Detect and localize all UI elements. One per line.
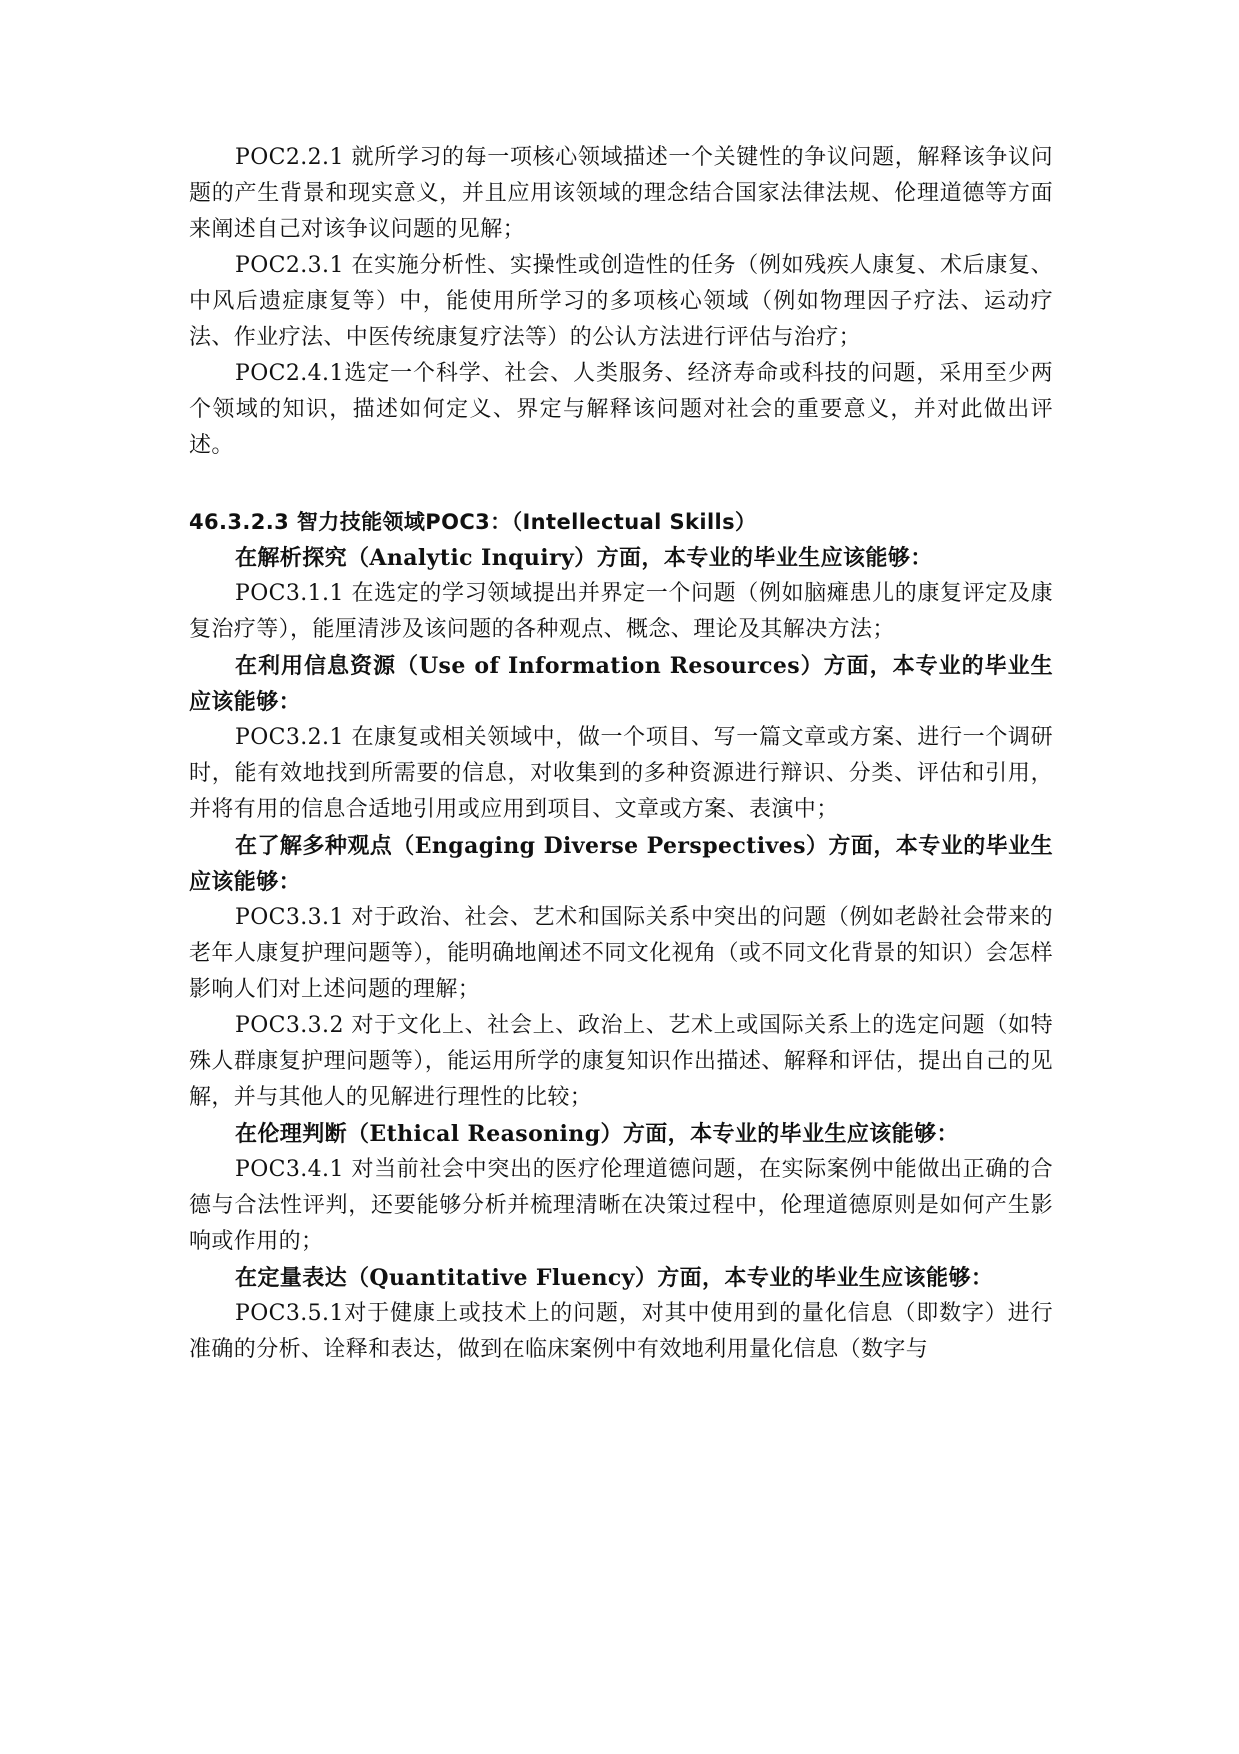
subheading-information-resources: 在利用信息资源（Use of Information Resources）方面，本专业的毕业生应该能够：: [189, 653, 1053, 715]
paragraph-poc3-2-1: POC3.2.1 在康复或相关领域中，做一个项目、写一篇文章或方案、进行一个调研时，能有效地找到所需要的信息，对收集到的多种资源进行辩识、分类、评估和引用，并将有用的信息合适地引用或应用到项目、文章或方案、表演中；: [189, 725, 1053, 822]
section-gap: [189, 464, 1053, 504]
document-page: [189, 140, 1053, 1368]
subheading-analytic-inquiry: 在解析探究（Analytic Inquiry）方面，本专业的毕业生应该能够：: [235, 545, 933, 571]
paragraph-poc2-4-1: POC2.4.1选定一个科学、社会、人类服务、经济寿命或科技的问题，采用至少两个领域的知识，描述如何定义、界定与解释该问题对社会的重要意义，并对此做出评述。: [189, 361, 1053, 458]
paragraph-poc3-1-1: POC3.1.1 在选定的学习领域提出并界定一个问题（例如脑瘫患儿的康复评定及康复治疗等），能厘清涉及该问题的各种观点、概念、理论及其解决方法；: [189, 581, 1053, 642]
subheading-diverse-perspectives: 在了解多种观点（Engaging Diverse Perspectives）方面，本专业的毕业生应该能够：: [189, 833, 1053, 895]
subheading-quantitative-fluency: 在定量表达（Quantitative Fluency）方面，本专业的毕业生应该能够：: [235, 1265, 994, 1291]
paragraph-poc2-2-1: POC2.2.1 就所学习的每一项核心领域描述一个关键性的争议问题，解释该争议问题的产生背景和现实意义，并且应用该领域的理念结合国家法律法规、伦理道德等方面来阐述自己对该争议问题的见解；: [189, 145, 1053, 242]
paragraph-poc3-5-1: POC3.5.1对于健康上或技术上的问题，对其中使用到的量化信息（即数字）进行准确的分析、诠释和表达，做到在临床案例中有效地利用量化信息（数字与: [189, 1301, 1053, 1362]
paragraph-poc3-4-1: POC3.4.1 对当前社会中突出的医疗伦理道德问题，在实际案例中能做出正确的合德与合法性评判，还要能够分析并梳理清晰在决策过程中，伦理道德原则是如何产生影响或作用的；: [189, 1157, 1053, 1254]
subheading-ethical-reasoning: 在伦理判断（Ethical Reasoning）方面，本专业的毕业生应该能够：: [235, 1121, 959, 1147]
paragraph-poc3-3-1: POC3.3.1 对于政治、社会、艺术和国际关系中突出的问题（例如老龄社会带来的老年人康复护理问题等），能明确地阐述不同文化视角（或不同文化背景的知识）会怎样影响人们对上述问题的理解；: [189, 905, 1053, 1002]
paragraph-poc3-3-2: POC3.3.2 对于文化上、社会上、政治上、艺术上或国际关系上的选定问题（如特殊人群康复护理问题等），能运用所学的康复知识作出描述、解释和评估，提出自己的见解，并与其他人的见解进行理性的比较；: [189, 1013, 1053, 1110]
section-heading-poc3: 46.3.2.3 智力技能领域POC3：（Intellectual Skills）: [189, 510, 757, 534]
paragraph-poc2-3-1: POC2.3.1 在实施分析性、实操性或创造性的任务（例如残疾人康复、术后康复、中风后遗症康复等）中，能使用所学习的多项核心领域（例如物理因子疗法、运动疗法、作业疗法、中医传统康复疗法等）的公认方法进行评估与治疗；: [189, 253, 1053, 350]
